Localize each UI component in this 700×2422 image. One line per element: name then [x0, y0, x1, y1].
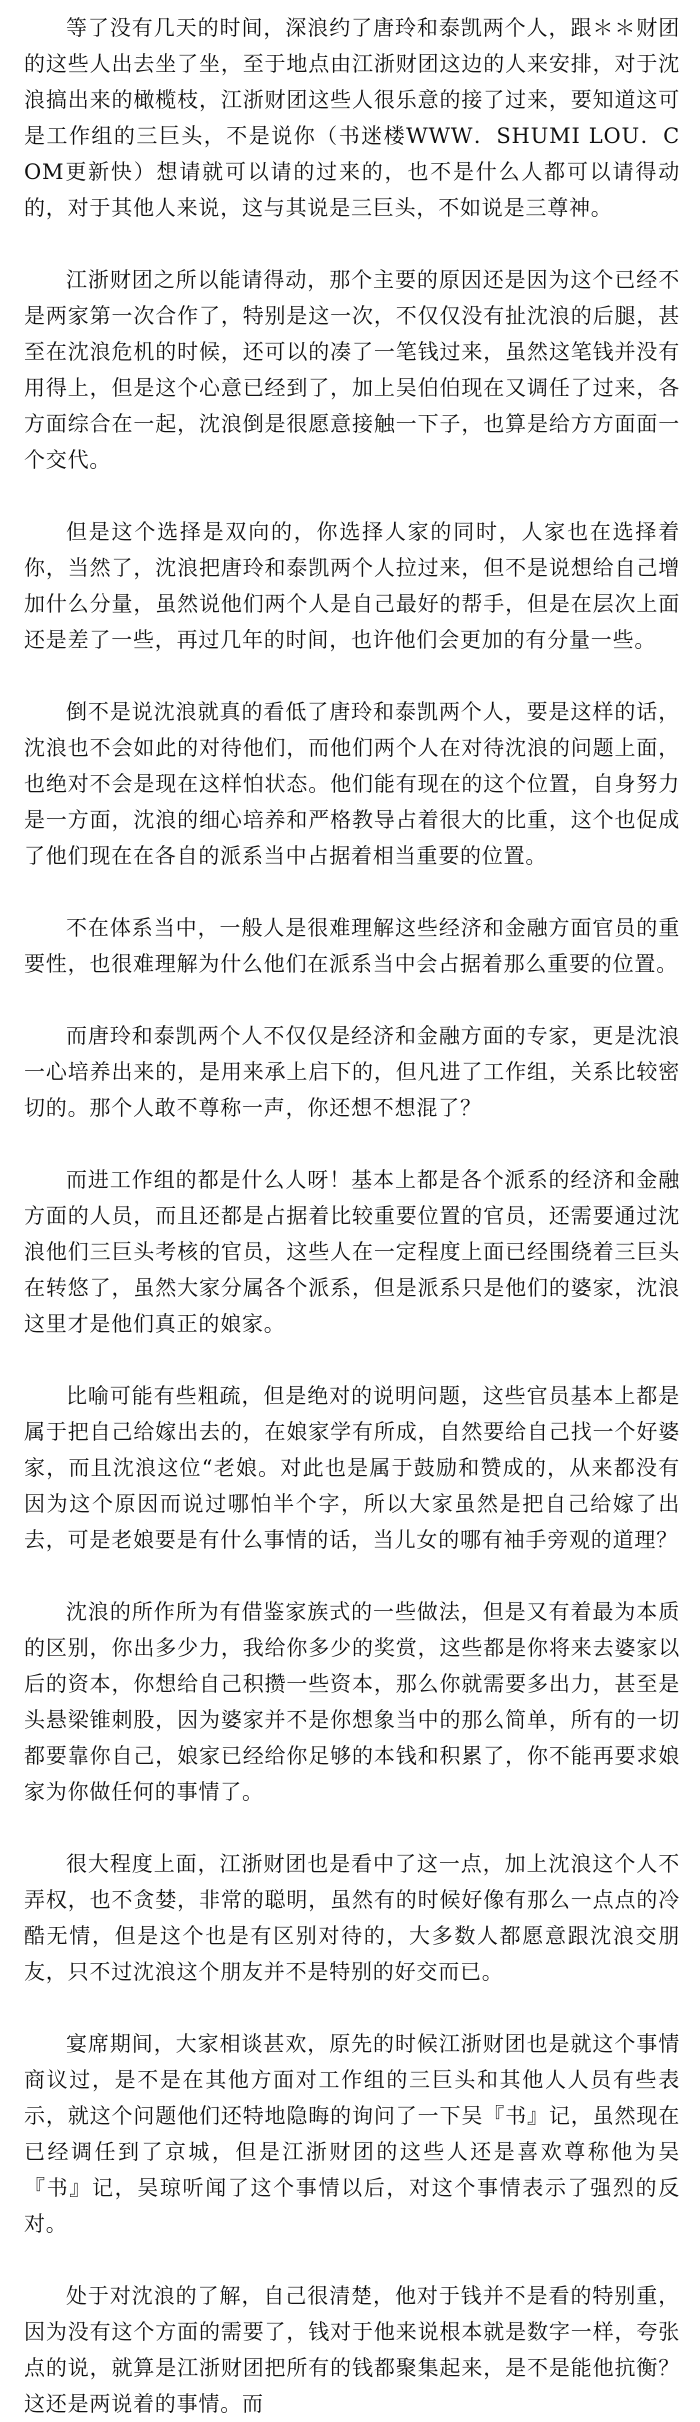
paragraph: 比喻可能有些粗疏，但是绝对的说明问题，这些官员基本上都是属于把自己给嫁出去的，在娘家学有所成，自然要给自己找一个好婆家，而且沈浪这位“老娘。对此也是属于鼓励和赞成的，从来都没有因为这个原因而说过哪怕半个字，所以大家虽然是把自己给嫁了出去，可是老娘要是有什么事情的话，当儿女的哪有袖手旁观的道理？ — [24, 1384, 680, 1552]
paragraph: 江浙财团之所以能请得动，那个主要的原因还是因为这个已经不是两家第一次合作了，特别是这一次，不仅仅没有扯沈浪的后腿，甚至在沈浪危机的时候，还可以的凑了一笔钱过来，虽然这笔钱并没有用得上，但是这个心意已经到了，加上吴伯伯现在又调任了过来，各方面综合在一起，沈浪倒是很愿意接触一下子，也算是给方方面面一个交代。 — [24, 268, 680, 472]
article-body — [24, 10, 680, 2422]
paragraph: 不在体系当中，一般人是很难理解这些经济和金融方面官员的重要性，也很难理解为什么他们在派系当中会占据着那么重要的位置。 — [24, 916, 680, 976]
paragraph: 而唐玲和泰凯两个人不仅仅是经济和金融方面的专家，更是沈浪一心培养出来的，是用来承上启下的，但凡进了工作组，关系比较密切的。那个人敢不尊称一声，你还想不想混了？ — [24, 1024, 680, 1120]
paragraph: 而进工作组的都是什么人呀！基本上都是各个派系的经济和金融方面的人员，而且还都是占据着比较重要位置的官员，还需要通过沈浪他们三巨头考核的官员，这些人在一定程度上面已经围绕着三巨头在转悠了，虽然大家分属各个派系，但是派系只是他们的婆家，沈浪这里才是他们真正的娘家。 — [24, 1168, 680, 1336]
paragraph: 处于对沈浪的了解，自己很清楚，他对于钱并不是看的特别重，因为没有这个方面的需要了，钱对于他来说根本就是数字一样，夸张点的说，就算是江浙财团把所有的钱都聚集起来，是不是能他抗衡？这还是两说着的事情。而 — [24, 2284, 680, 2416]
paragraph: 但是这个选择是双向的，你选择人家的同时，人家也在选择着你，当然了，沈浪把唐玲和泰凯两个人拉过来，但不是说想给自己增加什么分量，虽然说他们两个人是自己最好的帮手，但是在层次上面还是差了一些，再过几年的时间，也许他们会更加的有分量一些。 — [24, 520, 680, 652]
paragraph: 倒不是说沈浪就真的看低了唐玲和泰凯两个人，要是这样的话，沈浪也不会如此的对待他们，而他们两个人在对待沈浪的问题上面，也绝对不会是现在这样怕状态。他们能有现在的这个位置，自身努力是一方面，沈浪的细心培养和严格教导占着很大的比重，这个也促成了他们现在在各自的派系当中占据着相当重要的位置。 — [24, 700, 680, 868]
paragraph: 宴席期间，大家相谈甚欢，原先的时候江浙财团也是就这个事情商议过，是不是在其他方面对工作组的三巨头和其他人人员有些表示，就这个问题他们还特地隐晦的询问了一下吴『书』记，虽然现在已经调任到了京城，但是江浙财团的这些人还是喜欢尊称他为吴『书』记，吴琼听闻了这个事情以后，对这个事情表示了强烈的反对。 — [24, 2032, 680, 2236]
paragraph: 沈浪的所作所为有借鉴家族式的一些做法，但是又有着最为本质的区别，你出多少力，我给你多少的奖赏，这些都是你将来去婆家以后的资本，你想给自己积攒一些资本，那么你就需要多出力，甚至是头悬梁锥刺股，因为婆家并不是你想象当中的那么简单，所有的一切都要靠你自己，娘家已经给你足够的本钱和积累了，你不能再要求娘家为你做任何的事情了。 — [24, 1600, 680, 1804]
paragraph: 等了没有几天的时间，深浪约了唐玲和泰凯两个人，跟＊＊财团的这些人出去坐了坐，至于地点由江浙财团这边的人来安排，对于沈浪搞出来的橄榄枝，江浙财团这些人很乐意的接了过来，要知道这可是工作组的三巨头，不是说你（书迷楼WWW．SHUMI LOU．COM更新快）想请就可以请的过来的，也不是什么人都可以请得动的，对于其他人来说，这与其说是三巨头，不如说是三尊神。 — [24, 16, 680, 220]
paragraph: 很大程度上面，江浙财团也是看中了这一点，加上沈浪这个人不弄权，也不贪婪，非常的聪明，虽然有的时候好像有那么一点点的冷酷无情，但是这个也是有区别对待的，大多数人都愿意跟沈浪交朋友，只不过沈浪这个朋友并不是特别的好交而已。 — [24, 1852, 680, 1984]
